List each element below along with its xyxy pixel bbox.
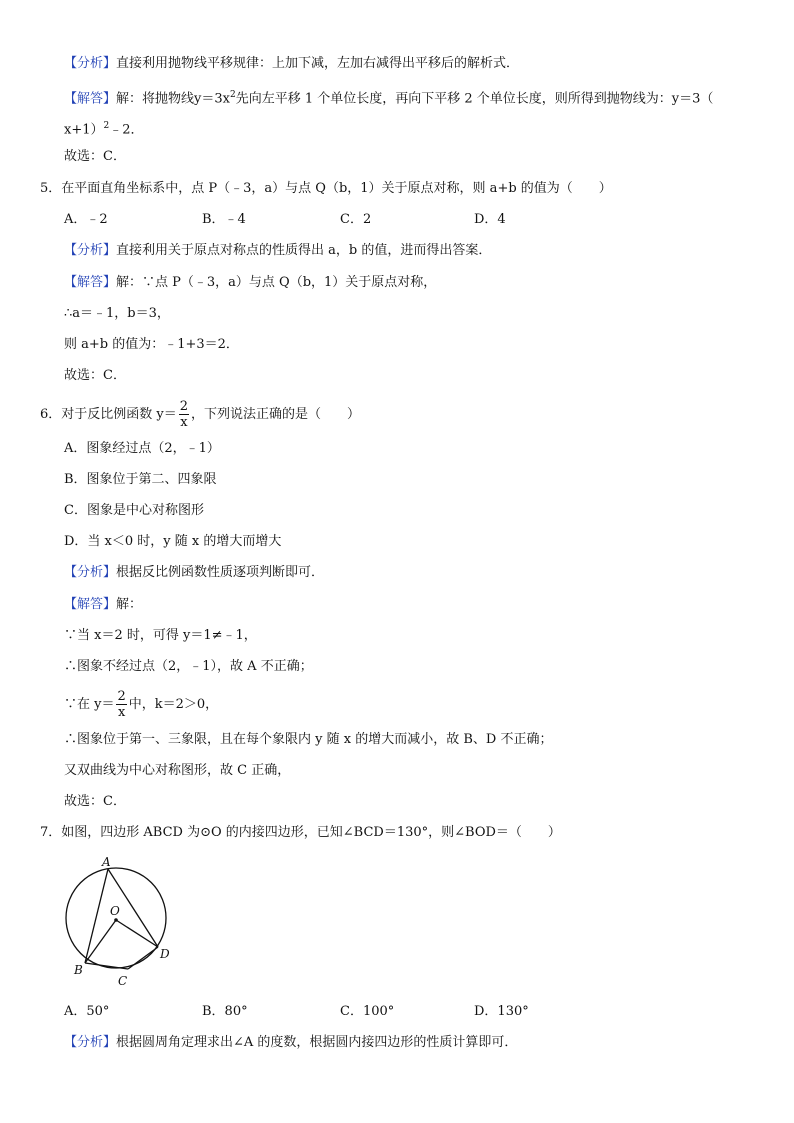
q6-step4: ∴图象位于第一、三象限，且在每个象限内 y 随 x 的增大而减小，故 B、D 不正确； [64,732,553,747]
label-c: C [118,974,128,988]
q5-step1: ∴a＝﹣1，b＝3， [64,306,170,321]
q6-step3 [64,690,218,719]
q5-stem: 5．在平面直角坐标系中，点 P（﹣3，a）与点 Q（b，1）关于原点对称，则 a+b 的值为（ ） [40,181,612,196]
answer-text-pre: 解：将抛物线y＝3x [116,91,230,107]
circle-figure [56,852,180,992]
segment-ab [85,869,108,963]
analysis-text: 根据反比例函数性质逐项判断即可． [116,565,325,580]
q5-answer [64,274,436,292]
segment-bc [85,963,128,969]
q7-option-a: A．50° [64,1004,110,1019]
answer-line2-post: ﹣2． [109,122,144,138]
label-o: O [110,904,120,918]
q5-analysis [64,242,491,260]
analysis-tag: 【分析】 [64,243,117,258]
analysis-text: 根据圆周角定理求出∠A 的度数，根据圆内接四边形的性质计算即可． [116,1035,518,1050]
q6-option-a: A．图象经过点（2，﹣1） [64,441,220,456]
label-d: D [160,947,170,961]
q6-stem [40,400,360,429]
q4-analysis [64,55,519,73]
q6-step2: ∴图象不经过点（2，﹣1），故 A 不正确； [64,659,313,674]
q6-stem-pre: 6．对于反比例函数 y＝ [40,407,177,422]
q5-option-c: C．2 [340,212,372,227]
q5-step2: 则 a+b 的值为：﹣1+3＝2． [64,337,239,352]
analysis-text: 直接利用关于原点对称点的性质得出 a，b 的值，进而得出答案． [116,243,492,258]
fraction-numerator: 2 [117,689,126,704]
answer-text: 解：∵点 P（﹣3，a）与点 Q（b，1）关于原点对称， [116,275,437,290]
q4-answer-line2 [64,117,144,139]
fraction-numerator: 2 [179,399,189,414]
q6-analysis [64,564,324,582]
q4-choice: 故选：C． [64,149,126,164]
q6-choice: 故选：C． [64,794,126,809]
q7-option-d: D．130° [474,1004,529,1019]
q6-option-c: C．图象是中心对称图形 [64,503,204,518]
answer-text: 解： [116,597,143,612]
q6-stem-post: ，下列说法正确的是（ ） [191,407,361,422]
q7-option-b: B．80° [202,1004,248,1019]
q5-choice: 故选：C． [64,368,126,383]
step3-pre: ∵在 y＝ [64,697,115,712]
answer-line2-exponent: 2 [103,121,110,131]
fraction-denominator: x [117,705,126,720]
analysis-tag: 【分析】 [64,1035,117,1050]
q5-option-d: D．4 [474,212,506,227]
answer-text-post: 先向左平移 1 个单位长度，再向下平移 2 个单位长度，则所得到抛物线为：y＝3（ [235,91,714,107]
q4-answer [64,86,713,108]
label-b: B [74,963,83,977]
analysis-tag: 【分析】 [64,56,117,71]
q7-analysis [64,1034,517,1052]
center-point [114,918,118,922]
answer-tag: 【解答】 [64,597,117,612]
fraction [116,690,126,719]
answer-exponent: 2 [229,90,236,100]
q7-stem: 7．如图，四边形 ABCD 为⊙O 的内接四边形，已知∠BCD＝130°，则∠BOD＝（ ） [40,825,561,840]
q7-option-c: C．100° [340,1004,395,1019]
fraction-denominator: x [180,415,188,430]
step3-post: 中，k＝2＞0， [128,697,219,712]
q6-step1: ∵当 x＝2 时，可得 y＝1≠﹣1， [64,628,257,643]
q6-option-d: D．当 x＜0 时，y 随 x 的增大而增大 [64,534,282,549]
q6-step5: 又双曲线为中心对称图形，故 C 正确， [64,763,291,778]
answer-tag: 【解答】 [64,275,117,290]
answer-tag: 【解答】 [64,91,117,107]
segment-od [116,920,158,947]
analysis-tag: 【分析】 [64,565,117,580]
q5-option-b: B．﹣4 [202,212,246,227]
q6-answer [64,596,142,614]
label-a: A [102,855,111,869]
q5-option-a: A．﹣2 [64,212,108,227]
circle-o [66,868,166,968]
analysis-text: 直接利用抛物线平移规律：上加下减，左加右减得出平移后的解析式． [116,56,520,71]
fraction [179,400,189,429]
segment-cd [128,947,158,969]
answer-line2-pre: x+1） [64,122,104,138]
q6-option-b: B．图象位于第二、四象限 [64,472,217,487]
